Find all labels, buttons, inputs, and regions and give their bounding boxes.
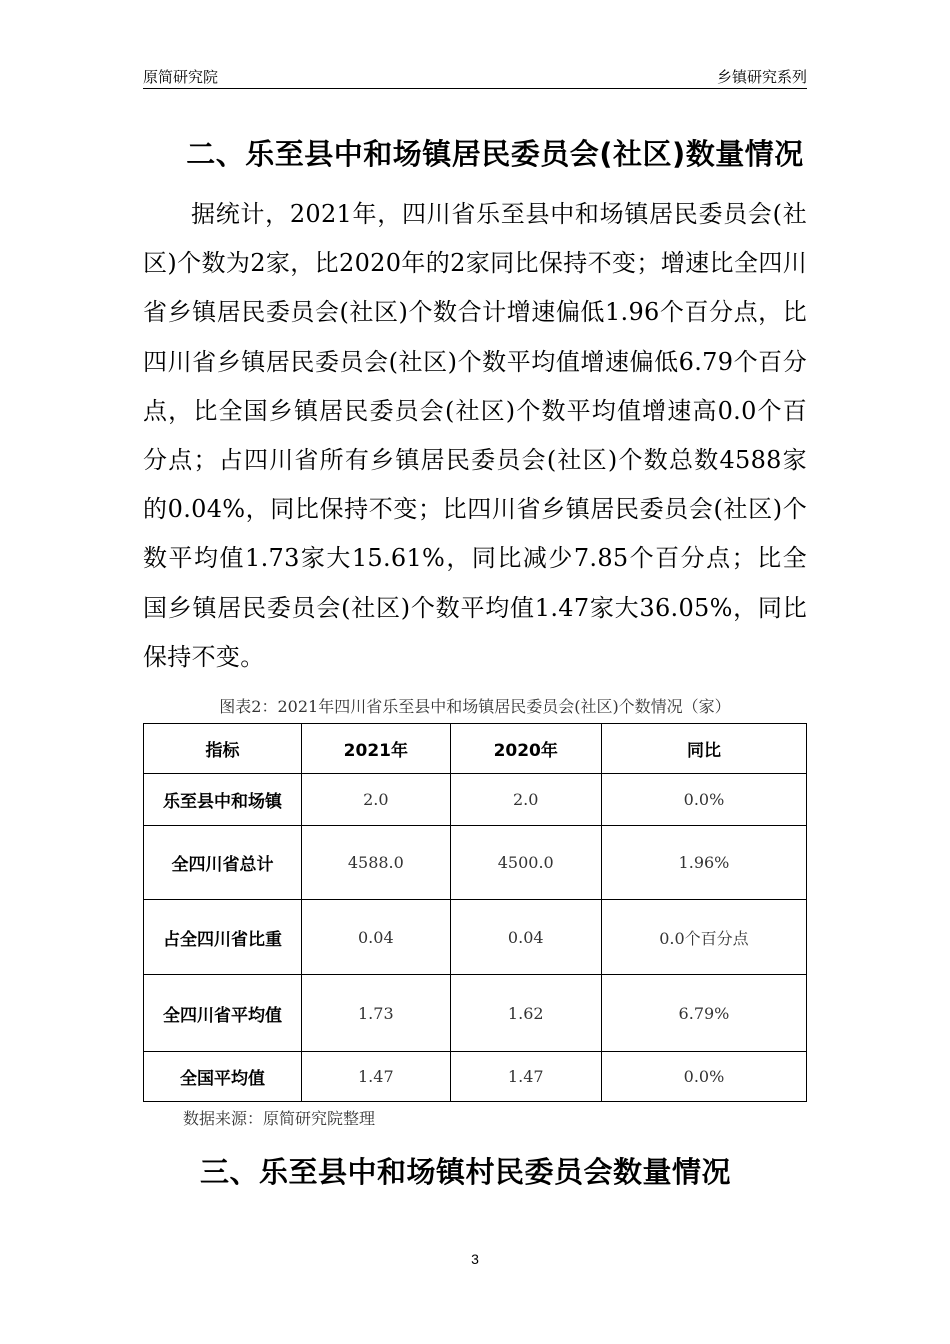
cell-2021: 2.0 — [302, 774, 450, 826]
header-cell: 2020年 — [450, 724, 601, 774]
cell-2021: 1.47 — [302, 1052, 450, 1102]
cell-yoy: 0.0% — [601, 1052, 806, 1102]
cell-yoy: 6.79% — [601, 975, 806, 1052]
table-caption: 图表2：2021年四川省乐至县中和场镇居民委员会(社区)个数情况（家） — [219, 697, 731, 716]
body-paragraph: 据统计，2021年，四川省乐至县中和场镇居民委员会(社区)个数为2家，比2020年的2家同比保持不变；增速比全四川省乡镇居民委员会(社区)个数合计增速偏低1.96个百分点，比四川省乡镇居民委员会(社区)个数平均值增速偏低6.79个百分点，比全国乡镇居民委员会(社区)个数平均值增速高0.0个百分点；占四川省所有乡镇居民委员会(社区)个数总数4588家的0.04%，同比保持不变；比四川省乡镇居民委员会(社区)个数平均值1.73家大15.61%，同比减少7.85个百分点；比全国乡镇居民委员会(社区)个数平均值1.47家大36.05%，同比保持不变。 — [143, 200, 807, 671]
table-row — [144, 975, 807, 1052]
header-rule — [143, 88, 807, 89]
data-table — [143, 723, 807, 1102]
table-row — [144, 774, 807, 826]
cell-2020: 0.04 — [450, 900, 601, 975]
table-row — [144, 826, 807, 900]
header-cell: 2021年 — [302, 724, 450, 774]
header-cell: 同比 — [601, 724, 806, 774]
row-label: 全四川省平均值 — [144, 975, 302, 1052]
cell-2021: 0.04 — [302, 900, 450, 975]
cell-yoy: 1.96% — [601, 826, 806, 900]
table-source: 数据来源：原简研究院整理 — [183, 1109, 376, 1128]
row-label: 乐至县中和场镇 — [144, 774, 302, 826]
row-label: 占全四川省比重 — [144, 900, 302, 975]
section-2-title: 二、乐至县中和场镇居民委员会(社区)数量情况 — [186, 137, 804, 171]
cell-2021: 1.73 — [302, 975, 450, 1052]
table-header-row — [144, 724, 807, 774]
row-label: 全四川省总计 — [144, 826, 302, 900]
header-cell: 指标 — [144, 724, 302, 774]
cell-2020: 1.62 — [450, 975, 601, 1052]
header-left: 原简研究院 — [143, 68, 219, 86]
cell-2020: 1.47 — [450, 1052, 601, 1102]
cell-yoy: 0.0个百分点 — [601, 900, 806, 975]
row-label: 全国平均值 — [144, 1052, 302, 1102]
cell-2021: 4588.0 — [302, 826, 450, 900]
header-right: 乡镇研究系列 — [716, 68, 807, 86]
table-row — [144, 1052, 807, 1102]
cell-2020: 4500.0 — [450, 826, 601, 900]
table-row — [144, 900, 807, 975]
section-3-title: 三、乐至县中和场镇村民委员会数量情况 — [200, 1155, 732, 1189]
page-number: 3 — [471, 1251, 479, 1267]
cell-yoy: 0.0% — [601, 774, 806, 826]
cell-2020: 2.0 — [450, 774, 601, 826]
